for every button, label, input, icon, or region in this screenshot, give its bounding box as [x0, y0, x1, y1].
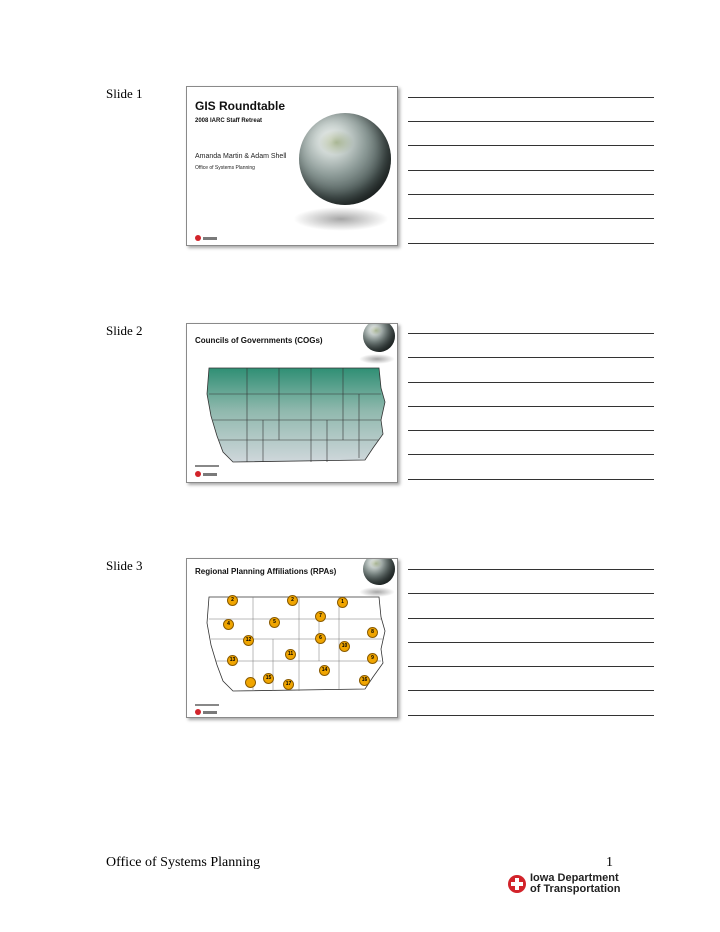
- iowa-dot-mini-logo: [195, 471, 217, 477]
- rpa-badge: 15: [263, 673, 274, 684]
- logo-line-1: Iowa Department: [530, 872, 619, 884]
- rpa-badge: 4: [223, 619, 234, 630]
- rpa-badge: 2: [287, 595, 298, 606]
- rpa-badge: 2: [227, 595, 238, 606]
- rpa-badge: 1: [337, 597, 348, 608]
- slide-2-thumbnail: [186, 323, 398, 483]
- rpa-badge: 11: [285, 649, 296, 660]
- rpa-badge: 13: [227, 655, 238, 666]
- rpa-badge: [245, 677, 256, 688]
- iowa-dot-logo: [508, 873, 620, 895]
- slide-1-office: Office of Systems Planning: [195, 165, 255, 171]
- slide-1-title: GIS Roundtable: [195, 99, 285, 113]
- globe-shadow: [293, 207, 389, 231]
- iowa-cog-map: [203, 358, 389, 468]
- slide-3-thumbnail: [186, 558, 398, 718]
- rpa-badge: 6: [315, 633, 326, 644]
- slide-1-thumbnail: [186, 86, 398, 246]
- rpa-badge: 17: [283, 679, 294, 690]
- globe-image: [299, 113, 391, 205]
- footer-office: Office of Systems Planning: [106, 855, 261, 870]
- rpa-badge: 16: [359, 675, 370, 686]
- slide-2-label: Slide 2: [106, 323, 143, 338]
- logo-line-2: of Transportation: [530, 883, 621, 895]
- globe-image: [363, 558, 395, 585]
- slide-1-subtitle: 2008 IARC Staff Retreat: [195, 118, 263, 124]
- iowa-dot-mini-logo: [195, 709, 217, 715]
- rpa-badge: 5: [269, 617, 280, 628]
- slide-3-title: Regional Planning Affiliations (RPAs): [195, 567, 337, 576]
- rpa-badge: 9: [367, 653, 378, 664]
- rpa-badge: 14: [319, 665, 330, 676]
- slide-1-label: Slide 1: [106, 86, 143, 101]
- rpa-badge: 7: [315, 611, 326, 622]
- slide-3-label: Slide 3: [106, 558, 143, 573]
- rpa-badge: 10: [339, 641, 350, 652]
- slide-2-title: Councils of Governments (COGs): [195, 336, 323, 345]
- rpa-badge: 8: [367, 627, 378, 638]
- iowa-dot-mini-logo: [195, 235, 217, 241]
- slide-1-presenters: Amanda Martin & Adam Shell: [195, 153, 287, 160]
- iowa-dot-logo-icon: [508, 875, 526, 893]
- rpa-badge: 12: [243, 635, 254, 646]
- globe-image: [363, 323, 395, 352]
- footer-page-number: 1: [606, 855, 613, 870]
